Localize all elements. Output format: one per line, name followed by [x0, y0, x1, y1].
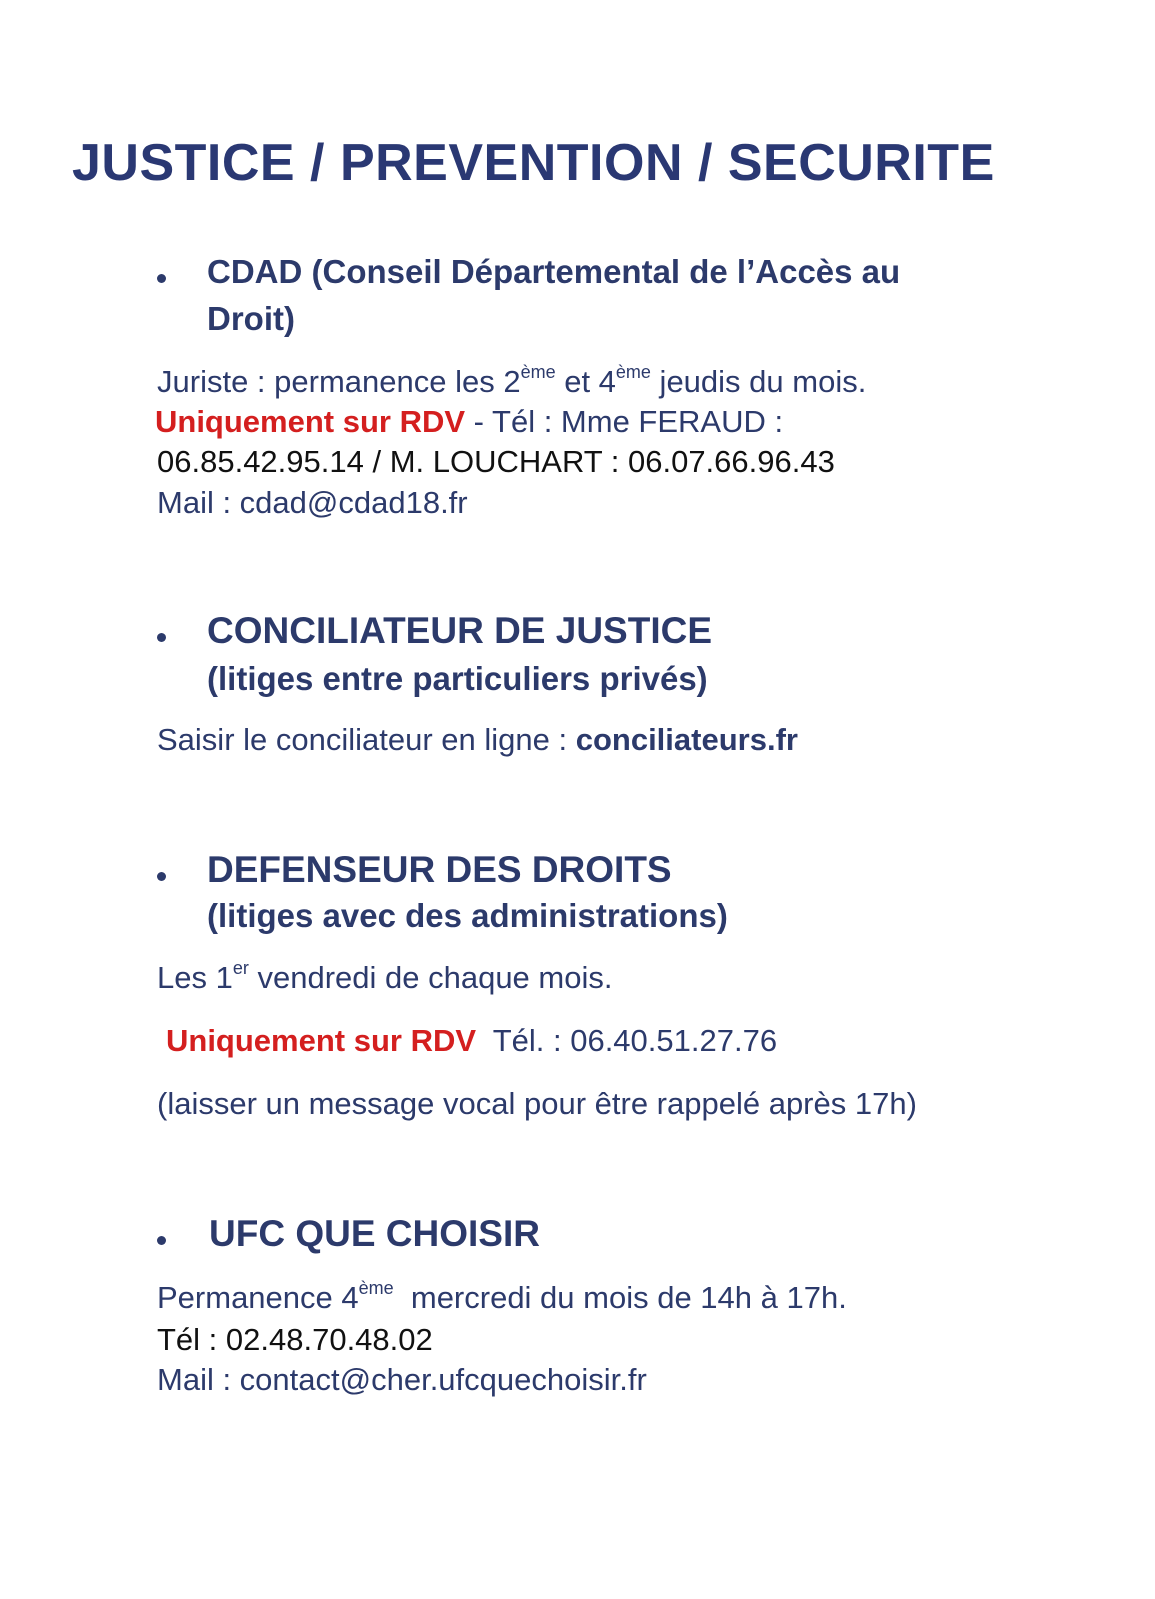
email-text: Mail : cdad@cdad18.fr [157, 485, 468, 520]
rdv-line: Uniquement sur RDV - Tél : Mme FERAUD : [155, 404, 784, 439]
section-heading: CDAD (Conseil Départemental de l’Accès au [207, 253, 901, 290]
schedule-text: Les 1er vendredi de chaque mois. [157, 958, 613, 995]
rdv-line: Uniquement sur RDV Tél. : 06.40.51.27.76 [166, 1023, 778, 1058]
page-title: JUSTICE / PREVENTION / SECURITE [72, 134, 995, 192]
note-text: (laisser un message vocal pour être rappelé après 17h) [157, 1086, 917, 1121]
section-heading: Droit) [207, 300, 295, 337]
section-subheading: (litiges avec des administrations) [207, 897, 728, 934]
email-text: Mail : contact@cher.ufcquechoisir.fr [157, 1362, 647, 1397]
online-text: Saisir le conciliateur en ligne : conciliateurs.fr [157, 722, 798, 757]
schedule-text: Juriste : permanence les 2ème et 4ème jeudis du mois. [157, 362, 867, 399]
rdv-notice: Uniquement sur RDV [155, 404, 466, 439]
bullet-icon [157, 1236, 166, 1245]
bullet-icon [157, 633, 166, 642]
website-link[interactable]: conciliateurs.fr [575, 722, 798, 757]
phone-number: Tél : 02.48.70.48.02 [157, 1322, 433, 1357]
bullet-icon [157, 872, 166, 881]
phone-numbers: 06.85.42.95.14 / M. LOUCHART : 06.07.66.96.43 [157, 444, 835, 479]
section-heading: UFC QUE CHOISIR [209, 1213, 540, 1254]
section-heading: DEFENSEUR DES DROITS [207, 849, 672, 890]
bullet-icon [157, 274, 166, 283]
schedule-text: Permanence 4ème mercredi du mois de 14h à 17h. [157, 1278, 847, 1315]
section-heading: CONCILIATEUR DE JUSTICE [207, 610, 713, 651]
rdv-notice: Uniquement sur RDV [166, 1023, 477, 1058]
section-subheading: (litiges entre particuliers privés) [207, 660, 708, 697]
